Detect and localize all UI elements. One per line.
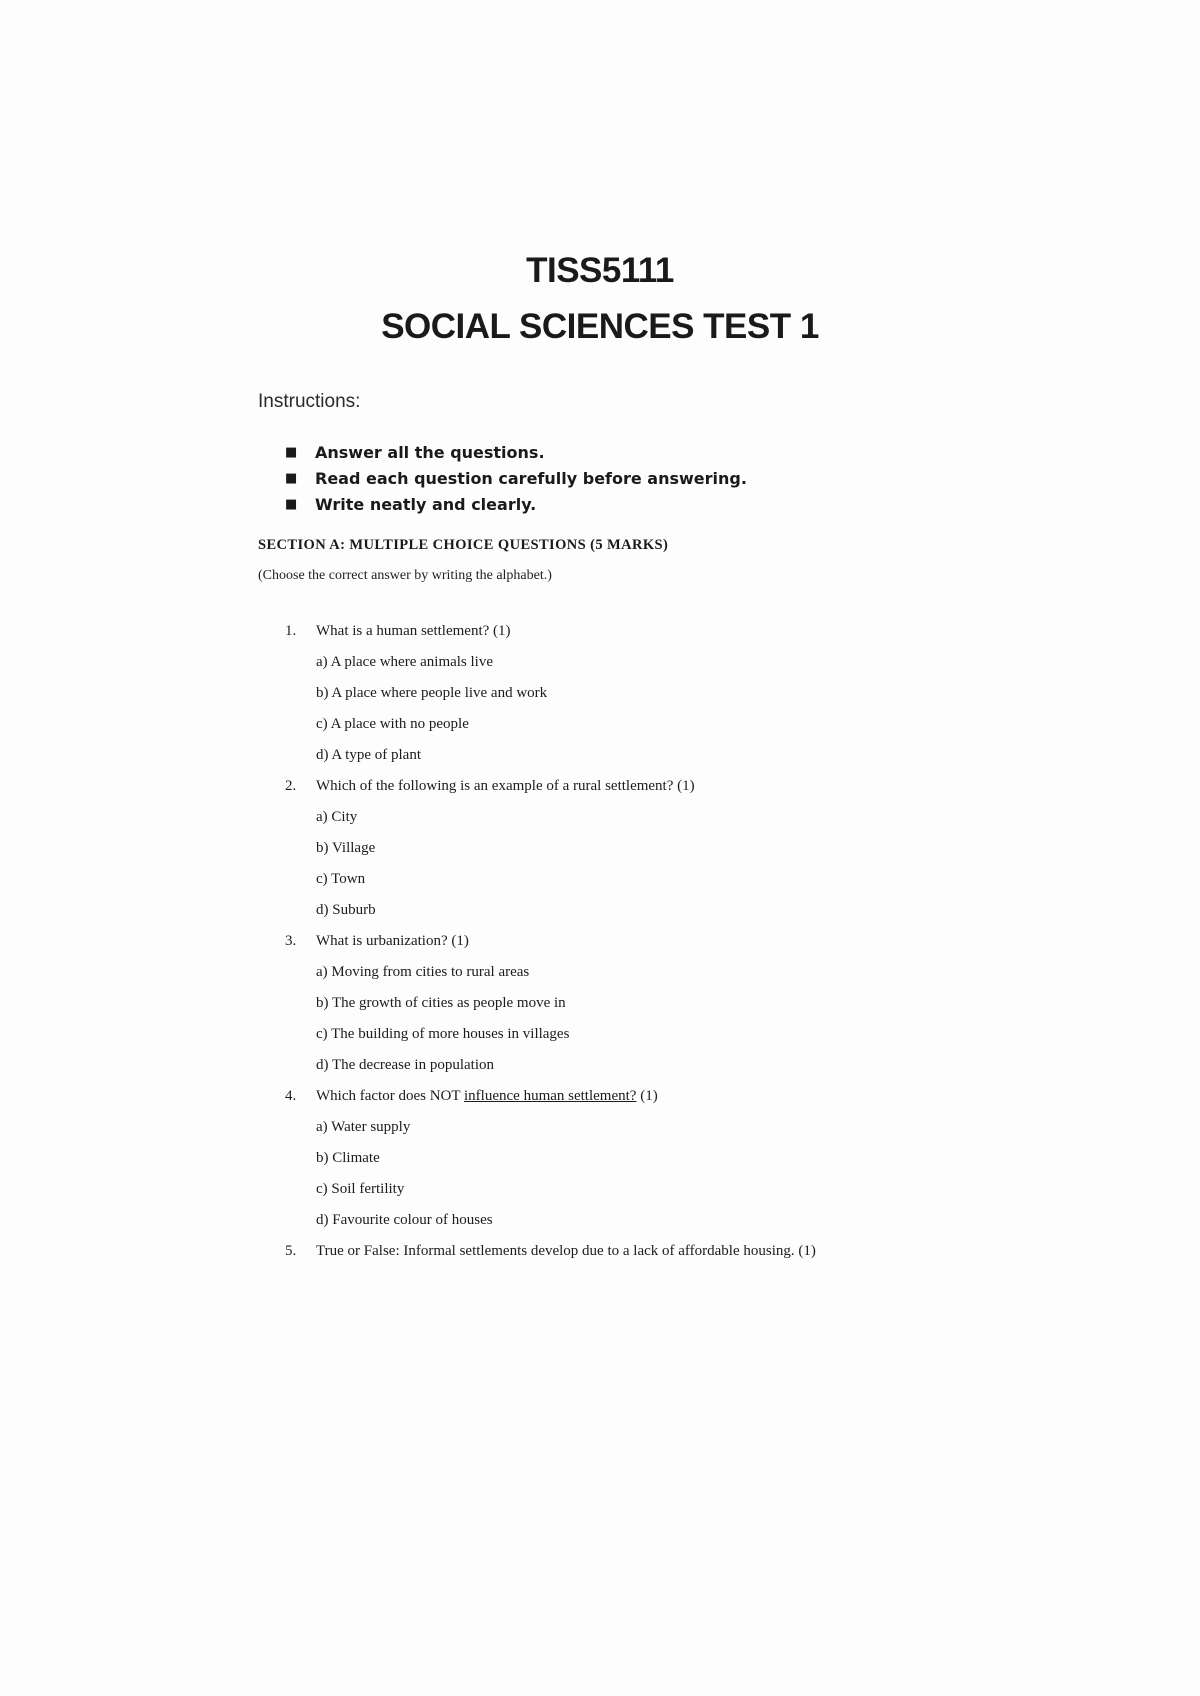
option-1b: b) A place where people live and work xyxy=(316,685,548,701)
instruction-text: Write neatly and clearly. xyxy=(315,495,537,514)
option-2d: d) Suburb xyxy=(316,902,376,918)
question-number: 2. xyxy=(285,778,297,794)
question-text-underlined: influence human settlement? xyxy=(464,1088,637,1104)
option-2c: c) Town xyxy=(316,871,366,887)
instruction-text: Answer all the questions. xyxy=(315,443,545,462)
option-3d: d) The decrease in population xyxy=(316,1057,494,1073)
instruction-item xyxy=(285,492,747,518)
bullet-icon: ■ xyxy=(285,497,298,512)
question-text: What is urbanization? (1) xyxy=(316,933,469,949)
question-text-part: (1) xyxy=(636,1088,658,1104)
question-list xyxy=(285,616,1045,1267)
option-2b: b) Village xyxy=(316,840,376,856)
option-1c: c) A place with no people xyxy=(316,716,469,732)
option-4c: c) Soil fertility xyxy=(316,1181,405,1197)
question-number: 3. xyxy=(285,933,297,949)
question-number: 4. xyxy=(285,1088,297,1104)
question-number: 1. xyxy=(285,623,297,639)
bullet-icon: ■ xyxy=(285,471,298,486)
option-3a: a) Moving from cities to rural areas xyxy=(316,964,530,980)
option-4b: b) Climate xyxy=(316,1150,380,1166)
test-title: SOCIAL SCIENCES TEST 1 xyxy=(381,307,819,346)
section-a-heading: SECTION A: MULTIPLE CHOICE QUESTIONS (5 MARKS) xyxy=(258,537,669,553)
question-1 xyxy=(285,616,1045,647)
option-2a: a) City xyxy=(316,809,358,825)
question-4 xyxy=(285,1081,1045,1112)
question-5 xyxy=(285,1236,1045,1267)
question-text: What is a human settlement? (1) xyxy=(316,623,511,639)
option-3c: c) The building of more houses in villages xyxy=(316,1026,570,1042)
option-3b: b) The growth of cities as people move in xyxy=(316,995,566,1011)
option-1a: a) A place where animals live xyxy=(316,654,494,670)
question-text: True or False: Informal settlements develop due to a lack of affordable housing. (1) xyxy=(316,1243,816,1259)
question-2 xyxy=(285,771,1045,802)
question-text: Which of the following is an example of a rural settlement? (1) xyxy=(316,778,695,794)
question-text-part: Which factor does NOT xyxy=(316,1088,465,1104)
option-1d: d) A type of plant xyxy=(316,747,421,763)
course-code: TISS5111 xyxy=(526,251,674,290)
question-3 xyxy=(285,926,1045,957)
title-block xyxy=(0,243,1200,355)
section-a-subheading: (Choose the correct answer by writing the alphabet.) xyxy=(258,568,552,583)
instruction-item xyxy=(285,440,747,466)
question-number: 5. xyxy=(285,1243,297,1259)
option-4a: a) Water supply xyxy=(316,1119,411,1135)
instructions-list xyxy=(285,440,747,518)
instruction-text: Read each question carefully before answering. xyxy=(315,469,747,488)
instructions-heading: Instructions: xyxy=(258,391,361,412)
bullet-icon: ■ xyxy=(285,445,298,460)
option-4d: d) Favourite colour of houses xyxy=(316,1212,493,1228)
instruction-item xyxy=(285,466,747,492)
